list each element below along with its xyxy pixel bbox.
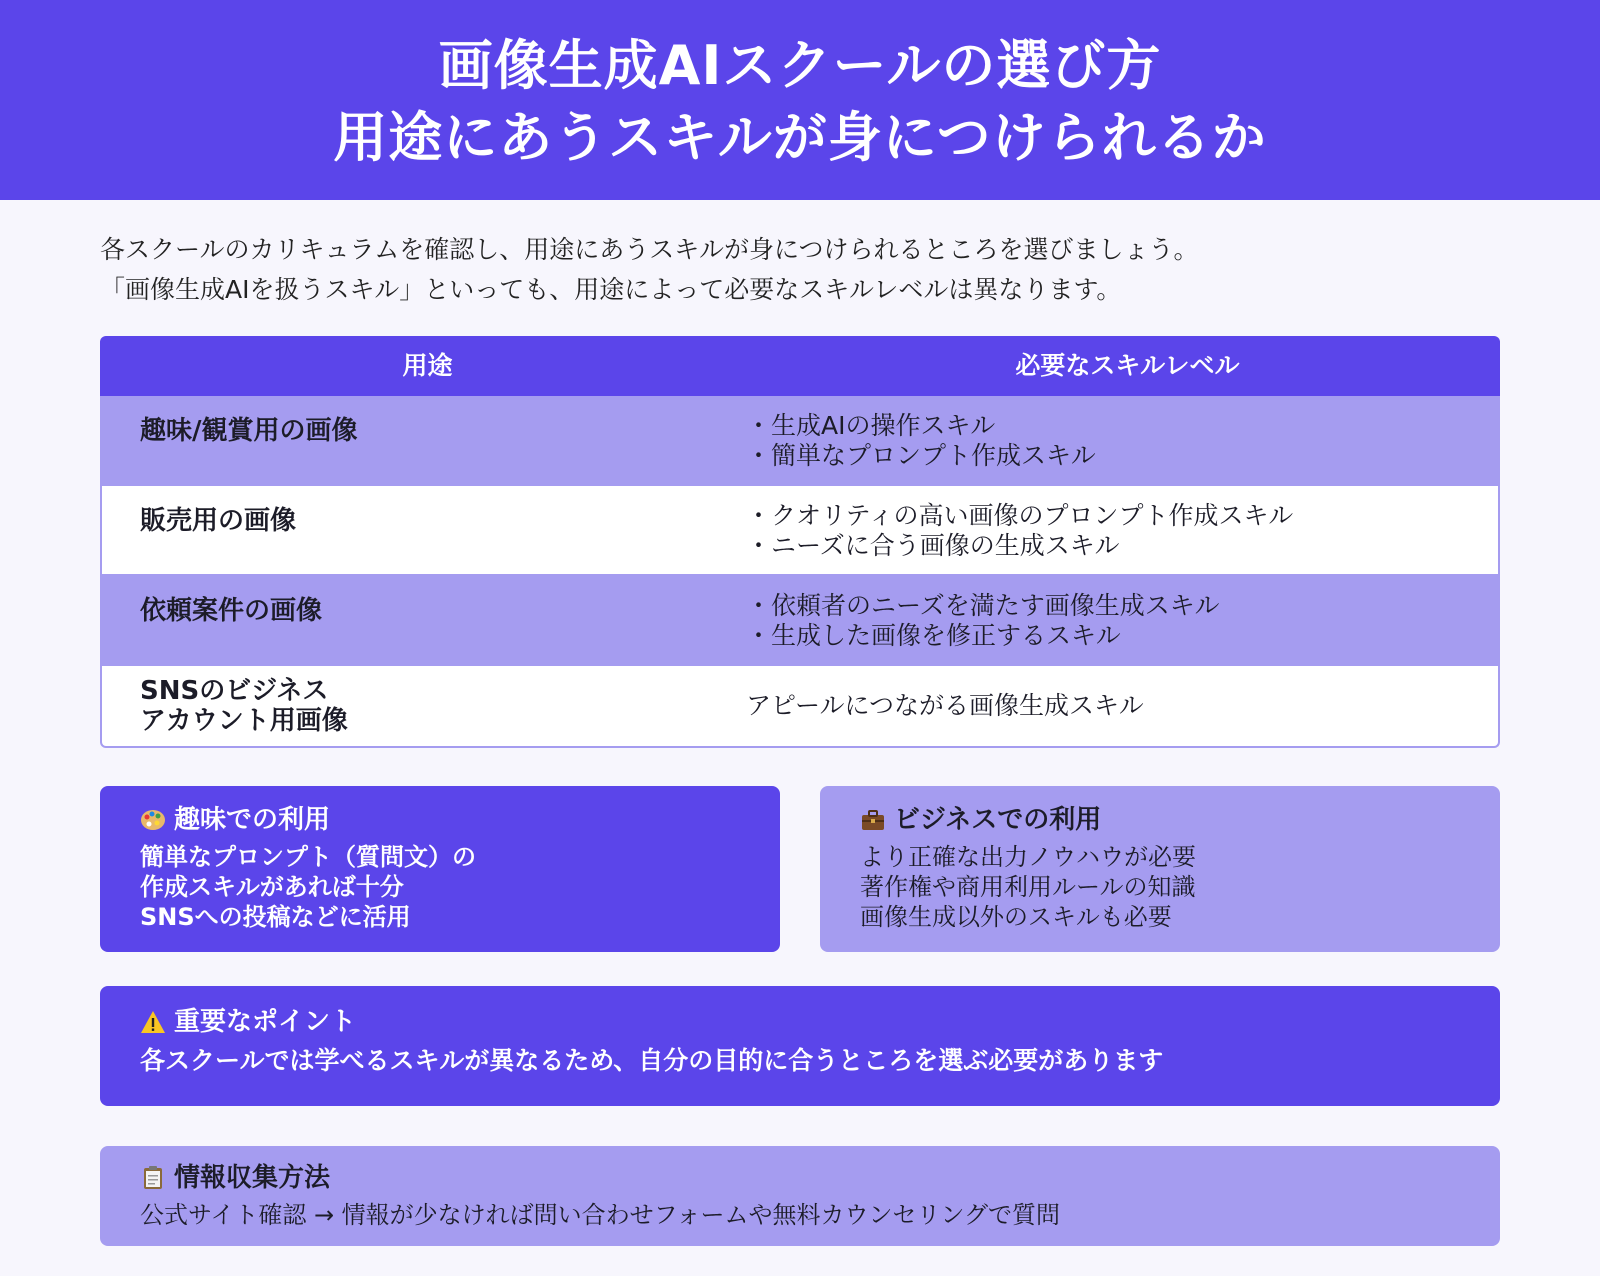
important-card-text: 各スクールでは学べるスキルが異なるため、自分の目的に合うところを選ぶ必要があります	[140, 1046, 1164, 1075]
business-card	[820, 786, 1500, 952]
info-card-text: 公式サイト確認 → 情報が少なければ問い合わせフォームや無料カウンセリングで質問	[140, 1201, 1061, 1229]
table-row	[100, 486, 1500, 576]
skill-item: ・生成した画像を修正するスキル	[746, 621, 1121, 650]
palette-icon	[140, 807, 166, 833]
skill-cell	[744, 486, 1498, 574]
use-text: アカウント用画像	[140, 706, 348, 736]
use-text: 趣味/観賞用の画像	[140, 416, 358, 446]
intro-line2: 「画像生成AIを扱うスキル」といっても、用途によって必要なスキルレベルは異なります。	[100, 275, 1122, 304]
business-card-line: 著作権や商用利用ルールの知識	[860, 873, 1196, 901]
hobby-card-line: 作成スキルがあれば十分	[140, 873, 404, 901]
table-row	[100, 576, 1500, 666]
skill-table	[100, 336, 1500, 748]
warning-icon	[140, 1009, 166, 1035]
page-title-line2: 用途にあうスキルが身につけられるか	[333, 106, 1267, 169]
business-card-title: ビジネスでの利用	[894, 805, 1102, 835]
info-card	[100, 1146, 1500, 1246]
use-text: SNSのビジネス	[140, 676, 329, 706]
briefcase-icon	[860, 807, 886, 833]
page-title-line1: 画像生成AIスクールの選び方	[438, 34, 1162, 97]
important-card-title: 重要なポイント	[174, 1007, 357, 1037]
clipboard-icon	[140, 1165, 166, 1191]
use-cell	[102, 666, 744, 746]
hobby-card-line: SNSへの投稿などに活用	[140, 903, 411, 931]
page-header	[0, 0, 1600, 200]
hobby-card-title: 趣味での利用	[174, 805, 331, 835]
business-card-line: 画像生成以外のスキルも必要	[860, 903, 1172, 931]
use-cell	[102, 396, 744, 484]
business-card-line: より正確な出力ノウハウが必要	[860, 843, 1196, 871]
table-header	[100, 336, 1500, 396]
skill-item: アピールにつながる画像生成スキル	[746, 691, 1144, 720]
table-row	[100, 396, 1500, 486]
table-header-skill: 必要なスキルレベル	[1015, 351, 1240, 380]
skill-item: ・クオリティの高い画像のプロンプト作成スキル	[746, 501, 1294, 530]
info-card-title: 情報収集方法	[174, 1163, 331, 1193]
skill-cell	[744, 396, 1498, 484]
hobby-card	[100, 786, 780, 952]
intro-text	[100, 230, 1500, 310]
use-text: 依頼案件の画像	[140, 596, 323, 626]
skill-item: ・生成AIの操作スキル	[746, 411, 996, 440]
hobby-card-line: 簡単なプロンプト（質問文）の	[140, 843, 476, 871]
skill-cell	[744, 666, 1498, 746]
important-card	[100, 986, 1500, 1106]
intro-line1: 各スクールのカリキュラムを確認し、用途にあうスキルが身につけられるところを選びましょう。	[100, 235, 1199, 264]
use-cell	[102, 576, 744, 664]
skill-item: ・簡単なプロンプト作成スキル	[746, 441, 1096, 470]
use-cell	[102, 486, 744, 574]
table-row	[100, 666, 1500, 748]
skill-cell	[744, 576, 1498, 664]
use-text: 販売用の画像	[140, 506, 297, 536]
table-header-use: 用途	[402, 351, 453, 380]
skill-item: ・ニーズに合う画像の生成スキル	[746, 531, 1120, 560]
skill-item: ・依頼者のニーズを満たす画像生成スキル	[746, 591, 1220, 620]
